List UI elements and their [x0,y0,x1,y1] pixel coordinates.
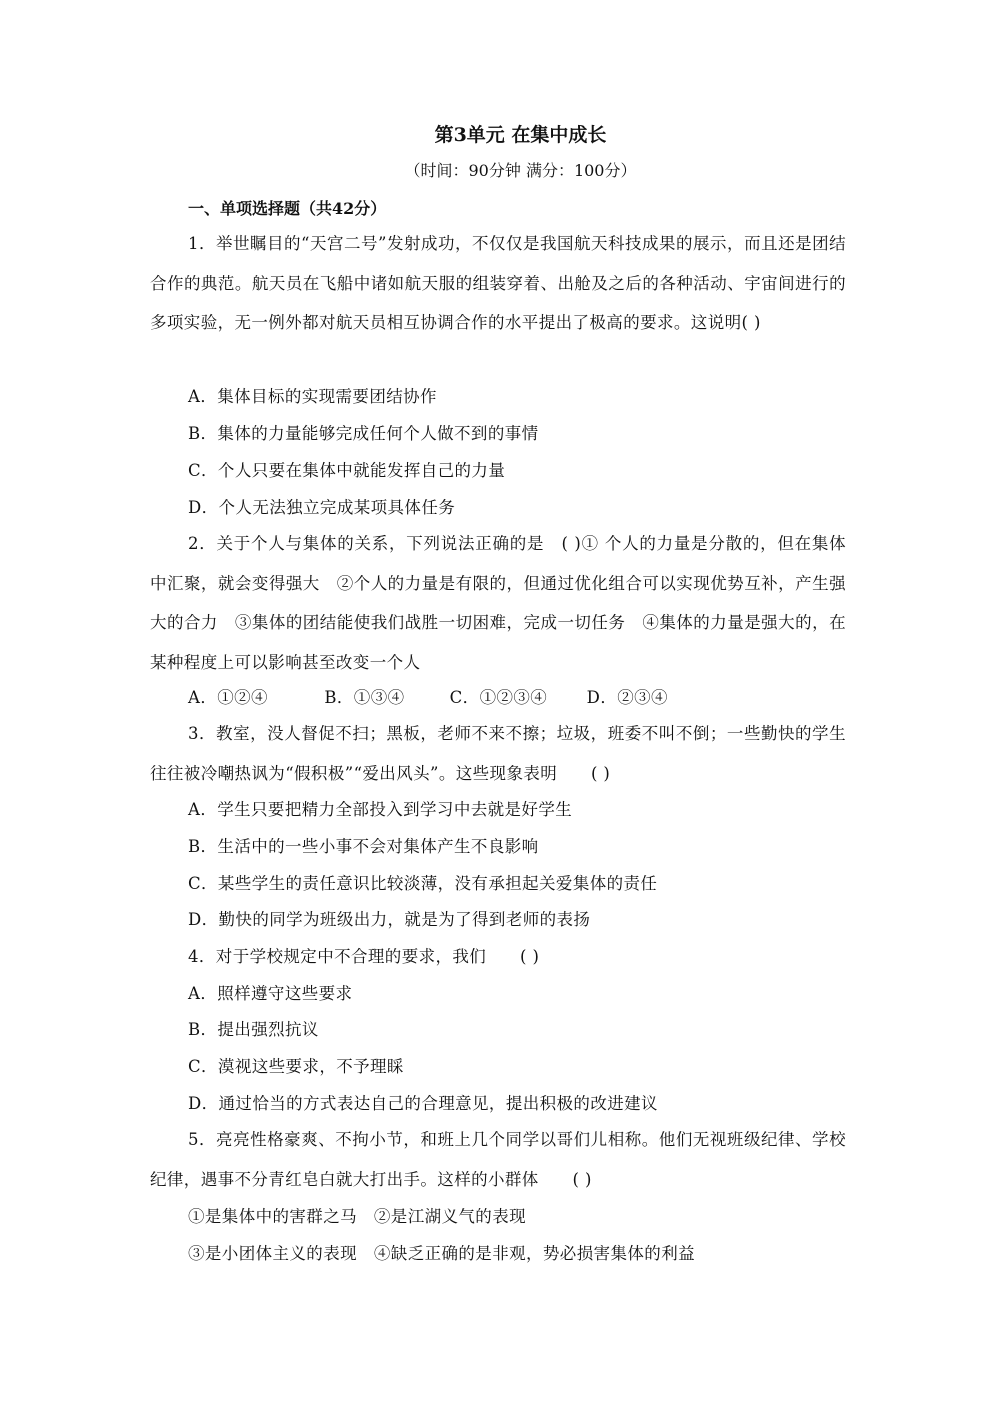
page-title: 第3单元 在集中成长 [434,124,607,146]
question-5-statement-line-1: ①是集体中的害群之马 ②是江湖义气的表现 [188,1207,526,1226]
question-3-stem: 3．教室，没人督促不扫；黑板，老师不来不擦；垃圾，班委不叫不倒；一些勤快的学生往往被冷嘲热讽为“假积极”“爱出风头”。这些现象表明 ( ) [150,724,846,783]
question-1-option-a: A．集体目标的实现需要团结协作 [188,387,437,406]
question-5-stem: 5．亮亮性格豪爽、不拘小节，和班上几个同学以哥们儿相称。他们无视班级纪律、学校纪律，遇事不分青红皂白就大打出手。这样的小群体 ( ) [150,1130,846,1189]
question-3-option-a: A．学生只要把精力全部投入到学习中去就是好学生 [188,800,573,819]
question-2-stem: 2．关于个人与集体的关系，下列说法正确的是 ( )① 个人的力量是分散的，但在集体中汇聚，就会变得强大 ②个人的力量是有限的，但通过优化组合可以实现优势互补，产生强大的合力 ③集体的团结能使我们战胜一切困难，完成一切任务 ④集体的力量是强大的，在某种程度上可以影响甚至改变一个人 [150,534,846,673]
question-1-option-c: C．个人只要在集体中就能发挥自己的力量 [188,461,506,480]
question-1-stem: 1．举世瞩目的“天宫二号”发射成功，不仅仅是我国航天科技成果的展示，而且还是团结合作的典范。航天员在飞船中诸如航天服的组装穿着、出舱及之后的各种活动、宇宙间进行的多项实验，无一例外都对航天员相互协调合作的水平提出了极高的要求。这说明( ) [150,234,846,333]
question-1-option-b: B．集体的力量能够完成任何个人做不到的事情 [188,424,539,443]
question-4-option-b: B．提出强烈抗议 [188,1020,319,1039]
question-5-statement-line-2: ③是小团体主义的表现 ④缺乏正确的是非观，势必损害集体的利益 [188,1244,695,1263]
question-1-option-d: D．个人无法独立完成某项具体任务 [188,498,456,517]
exam-info: （时间：90分钟 满分：100分） [404,161,637,180]
question-3-option-d: D．勤快的同学为班级出力，就是为了得到老师的表扬 [188,910,591,929]
question-4-option-d: D．通过恰当的方式表达自己的合理意见，提出积极的改进建议 [188,1094,658,1113]
question-4-option-a: A．照样遵守这些要求 [188,984,353,1003]
section-heading: 一、单项选择题（共42分） [188,199,387,218]
question-3-option-c: C．某些学生的责任意识比较淡薄，没有承担起关爱集体的责任 [188,874,658,893]
question-2-options: A．①②④ B．①③④ C．①②③④ D．②③④ [188,688,668,707]
question-4-option-c: C．漠视这些要求，不予理睬 [188,1057,404,1076]
question-3-option-b: B．生活中的一些小事不会对集体产生不良影响 [188,837,539,856]
question-4-stem: 4．对于学校规定中不合理的要求，我们 ( ) [188,947,540,966]
